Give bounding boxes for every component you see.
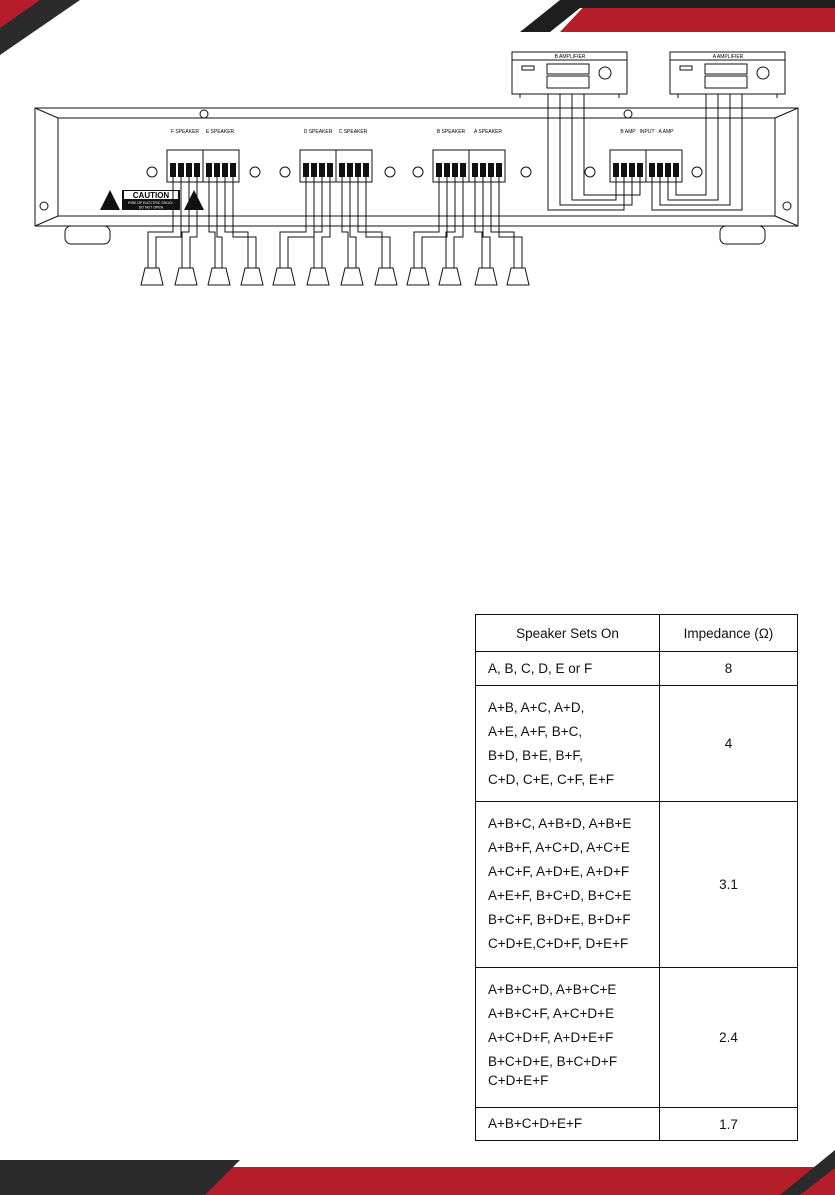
impedance-cell: 3.1 [719, 877, 738, 892]
sets-line: A+C+D+F, A+D+E+F [488, 1030, 614, 1045]
sets-line: C+D+E+F [488, 1073, 549, 1088]
table-row [476, 1107, 797, 1140]
speaker-sets-cell [476, 686, 660, 801]
zone-label-c: C SPEAKER [338, 129, 368, 135]
sets-line: C+D, C+E, C+F, E+F [488, 772, 615, 787]
speaker-sets-cell [476, 802, 660, 967]
zone-label-d: D SPEAKER [303, 129, 333, 135]
top-banner [0, 0, 835, 55]
header-speaker-sets: Speaker Sets On [476, 615, 660, 651]
sets-line: A+B, A+C, A+D, [488, 700, 585, 715]
input-b-label: B AMP [620, 129, 636, 135]
bottom-banner [0, 1150, 835, 1195]
impedance-cell: 2.4 [719, 1030, 738, 1045]
zone-label-e: E SPEAKER [205, 129, 235, 135]
sets-line: A+C+F, A+D+E, A+D+F [488, 864, 630, 879]
sets-line: B+C+F, B+D+E, B+D+F [488, 912, 631, 927]
impedance-cell: 1.7 [719, 1116, 738, 1132]
sets-line: B+D, B+E, B+F, [488, 748, 583, 763]
table-header-row [476, 615, 797, 651]
sets-line: A+E+F, B+C+D, B+C+E [488, 888, 632, 903]
sets-line: A+B+C+D+E+F [488, 1116, 583, 1131]
zone-label-b: B SPEAKER [436, 129, 466, 135]
speaker-sets-cell [476, 1108, 660, 1140]
zone-label-f: F SPEAKER [170, 129, 200, 135]
impedance-table [475, 614, 798, 1141]
sets-line: A+B+C, A+B+D, A+B+E [488, 816, 632, 831]
header-impedance: Impedance (Ω) [683, 625, 774, 641]
zone-label-a: A SPEAKER [473, 129, 503, 135]
sets-line: A+B+F, A+C+D, A+C+E [488, 840, 630, 855]
sets-line: A+B+C+F, A+C+D+E [488, 1006, 615, 1021]
table-row [476, 685, 797, 801]
impedance-cell: 8 [724, 661, 733, 676]
impedance-cell: 4 [724, 736, 733, 751]
speakers [141, 268, 529, 285]
speaker-sets-cell [476, 968, 660, 1107]
caution-line-2: DO NOT OPEN [138, 205, 164, 210]
input-a-label: A AMP [658, 129, 674, 135]
caution-title: CAUTION [132, 191, 170, 200]
caution-line-1: RISK OF ELECTRIC SHOCK [128, 201, 174, 205]
amp-b-label: B AMPLIFIER [554, 54, 586, 60]
table-row [476, 967, 797, 1107]
table-row [476, 651, 797, 685]
sets-line: A+E, A+F, B+C, [488, 724, 583, 739]
sets-line: C+D+E,C+D+F, D+E+F [488, 936, 629, 951]
sets-line: B+C+D+E, B+C+D+F [488, 1054, 618, 1069]
amp-a-label: A AMPLIFIER [712, 54, 744, 60]
sets-line: A, B, C, D, E or F [488, 661, 593, 676]
table-row [476, 801, 797, 967]
speaker-sets-cell [476, 652, 660, 685]
input-label: INPUT [639, 129, 655, 135]
sets-line: A+B+C+D, A+B+C+E [488, 982, 617, 997]
